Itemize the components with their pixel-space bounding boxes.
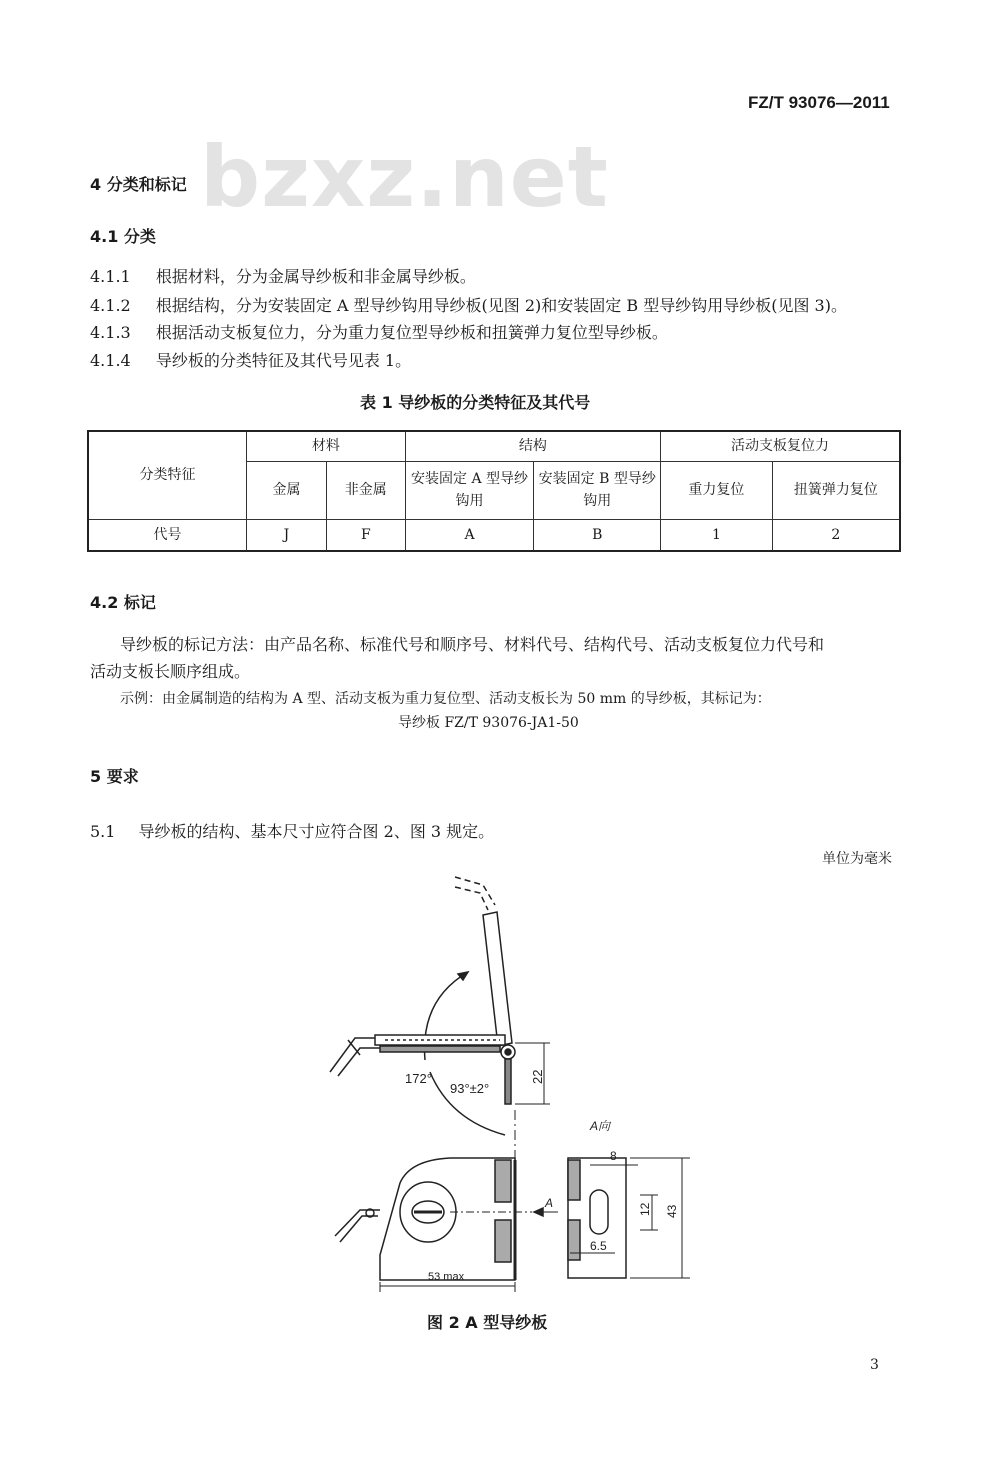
example-mark: 导纱板 FZ/T 93076-JA1-50 bbox=[398, 715, 579, 731]
code-cell: B bbox=[534, 519, 661, 551]
view-label: A向 bbox=[590, 1119, 611, 1133]
example-text: 示例：由金属制造的结构为 A 型、活动支板为重力复位型、活动支板长为 50 mm 的导纱板，其标记为： bbox=[120, 691, 771, 707]
dim-6-5: 6.5 bbox=[590, 1239, 607, 1253]
dim-43: 43 bbox=[665, 1204, 679, 1218]
marking-paragraph-cont: 活动支板长顺序组成。 bbox=[90, 662, 251, 681]
raised-arm-hook bbox=[455, 877, 495, 905]
classification-table bbox=[87, 430, 901, 552]
clause-text: 根据活动支板复位力，分为重力复位型导纱板和扭簧弹力复位型导纱板。 bbox=[155, 323, 668, 342]
dim-12: 12 bbox=[638, 1202, 652, 1216]
code-label-cell: 代号 bbox=[88, 519, 247, 551]
hinge-knuckle-bottom bbox=[495, 1220, 511, 1262]
code-cell: 2 bbox=[772, 519, 900, 551]
arrow-label: A bbox=[545, 1196, 554, 1210]
dim-angle-open: 172° bbox=[405, 1071, 432, 1086]
section-5-title: 5 要求 bbox=[90, 767, 139, 786]
watermark: bzxz.net bbox=[200, 128, 609, 226]
section-4-title: 4 分类和标记 bbox=[90, 175, 187, 194]
clause-number: 4.1.1 bbox=[90, 267, 131, 286]
dim-53-max: 53 max bbox=[428, 1271, 465, 1283]
section-4-1-title: 4.1 分类 bbox=[90, 227, 156, 246]
group-header-structure: 结构 bbox=[405, 431, 660, 461]
clause-text: 导纱板的结构、基本尺寸应符合图 2、图 3 规定。 bbox=[138, 822, 495, 841]
figure-2-caption: 图 2 A 型导纱板 bbox=[427, 1313, 548, 1332]
subheader-cell: 扭簧弹力复位 bbox=[772, 461, 900, 519]
figure-2-drawing bbox=[300, 860, 700, 1300]
code-cell: J bbox=[247, 519, 327, 551]
clause-4-1-3 bbox=[90, 320, 668, 343]
subheader-cell: 安装固定 B 型导纱钩用 bbox=[534, 461, 661, 519]
code-cell: F bbox=[326, 519, 405, 551]
code-cell: 1 bbox=[661, 519, 773, 551]
dim-8: 8 bbox=[610, 1149, 617, 1163]
clause-number: 4.1.4 bbox=[90, 351, 131, 370]
clause-text: 根据结构，分为安装固定 A 型导纱钩用导纱板(见图 2)和安装固定 B 型导纱钩用导纱板(见图 3)。 bbox=[155, 296, 847, 315]
table-1-caption: 表 1 导纱板的分类特征及其代号 bbox=[360, 393, 591, 412]
code-cell: A bbox=[405, 519, 534, 551]
hinge-knuckle-top bbox=[495, 1160, 511, 1202]
subheader-cell: 重力复位 bbox=[661, 461, 773, 519]
clause-4-1-4 bbox=[90, 348, 411, 371]
group-header-material: 材料 bbox=[247, 431, 406, 461]
a-view-slot bbox=[590, 1190, 608, 1234]
subheader-cell: 非金属 bbox=[326, 461, 405, 519]
row-header-cell: 分类特征 bbox=[88, 431, 247, 519]
open-hook bbox=[330, 1038, 375, 1072]
dim-22: 22 bbox=[530, 1069, 545, 1084]
group-header-reset-force: 活动支板复位力 bbox=[661, 431, 900, 461]
clause-number: 4.1.2 bbox=[90, 296, 131, 315]
section-4-2-title: 4.2 标记 bbox=[90, 593, 156, 612]
subheader-cell: 安装固定 A 型导纱钩用 bbox=[405, 461, 534, 519]
dim-angle-closed: 93°±2° bbox=[450, 1081, 490, 1096]
page-number: 3 bbox=[870, 1357, 879, 1373]
standard-code: FZ/T 93076—2011 bbox=[748, 93, 890, 112]
vertical-plate bbox=[505, 1059, 511, 1104]
subheader-cell: 金属 bbox=[247, 461, 327, 519]
clause-text: 导纱板的分类特征及其代号见表 1。 bbox=[155, 351, 412, 370]
raised-arm-plate bbox=[483, 912, 512, 1046]
clause-5-1 bbox=[90, 819, 494, 842]
clause-text: 根据材料，分为金属导纱板和非金属导纱板。 bbox=[155, 267, 476, 286]
marking-paragraph: 导纱板的标记方法：由产品名称、标准代号和顺序号、材料代号、结构代号、活动支板复位力代号和 bbox=[120, 635, 825, 654]
unit-note: 单位为毫米 bbox=[822, 851, 892, 867]
clause-4-1-2 bbox=[90, 293, 847, 316]
clause-4-1-1 bbox=[90, 264, 476, 287]
clause-number: 4.1.3 bbox=[90, 323, 131, 342]
clause-number: 5.1 bbox=[90, 822, 116, 841]
